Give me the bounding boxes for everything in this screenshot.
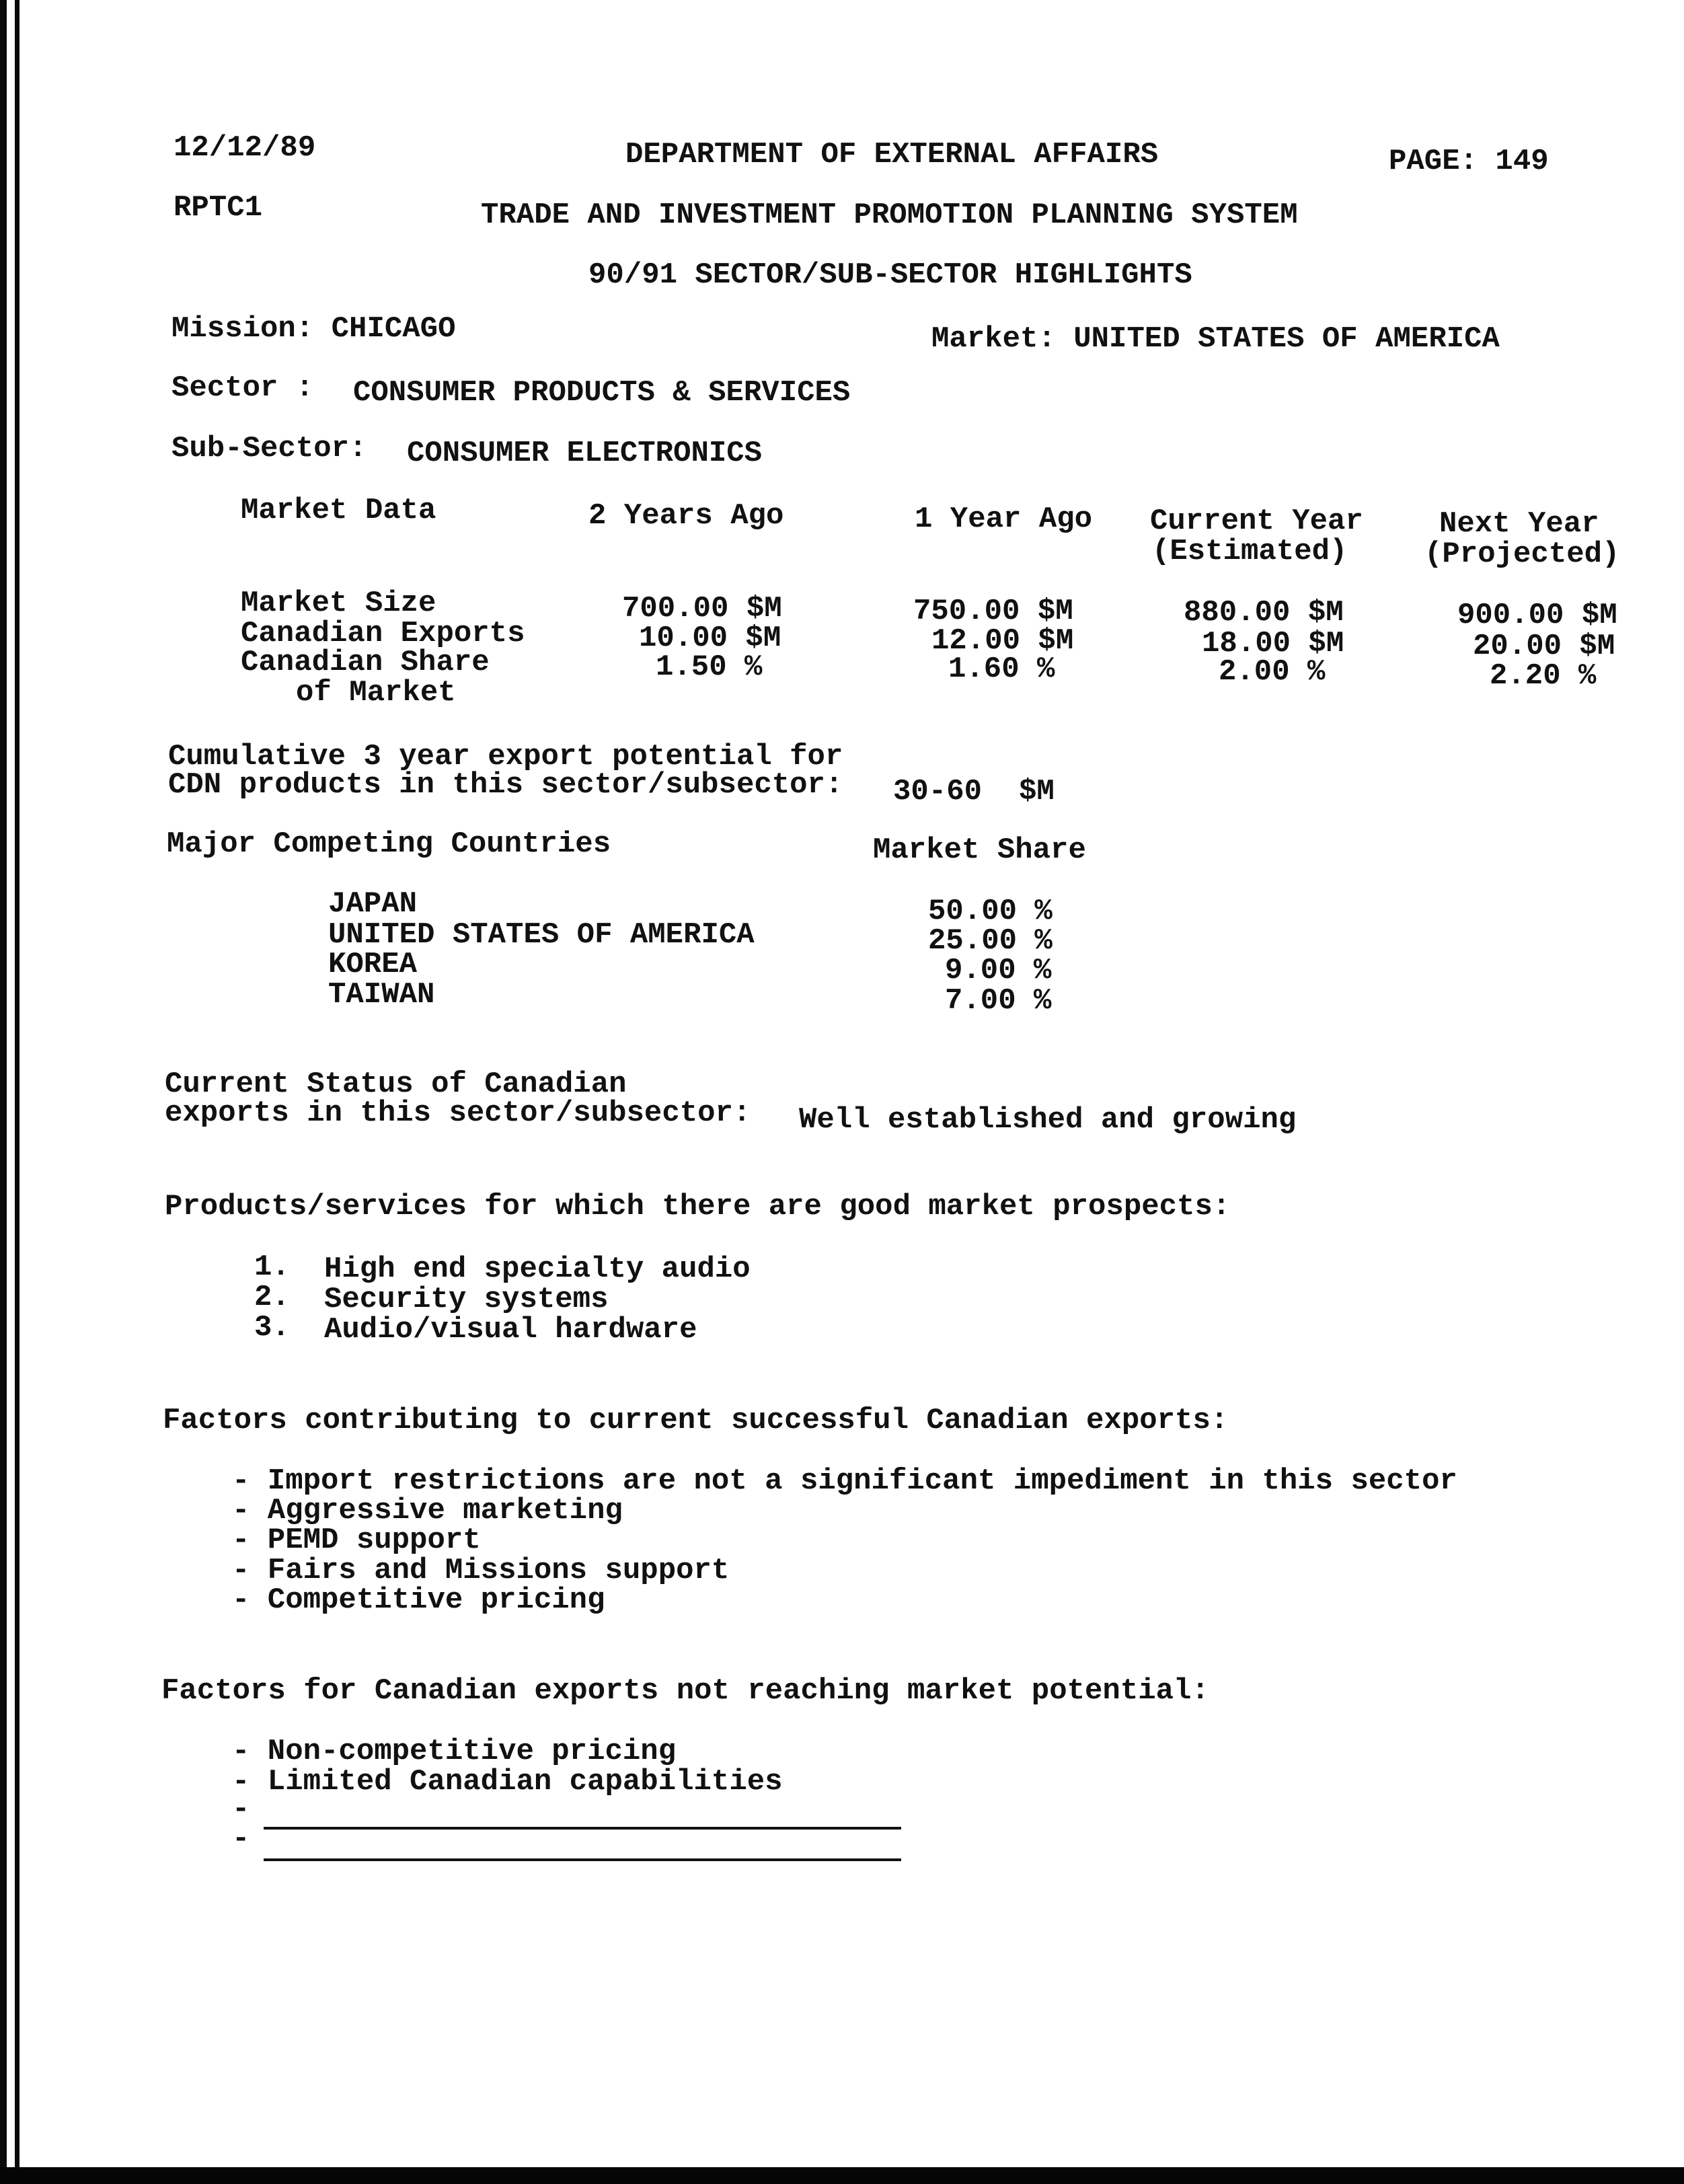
sector-value: CONSUMER PRODUCTS & SERVICES	[353, 376, 851, 410]
prospect-number: 1.	[254, 1250, 290, 1284]
barrier-factors-heading: Factors for Canadian exports not reaching market potential:	[161, 1674, 1209, 1708]
row-label-canadian-share-2: of Market	[296, 676, 456, 710]
competitor-share: 50.00 %	[928, 895, 1052, 928]
competitor-country: JAPAN	[328, 887, 418, 921]
competitor-country: TAIWAN	[328, 978, 435, 1012]
cell-share-2y: 1.50 %	[656, 650, 763, 684]
success-factor-item: - Fairs and Missions support	[232, 1554, 730, 1587]
col-header-2-years-ago: 2 Years Ago	[588, 499, 784, 533]
competitor-country: UNITED STATES OF AMERICA	[328, 918, 755, 952]
barrier-factor-item: - Non-competitive pricing	[232, 1735, 677, 1768]
mission: Mission: CHICAGO	[171, 312, 456, 346]
cumulative-value: 30-60	[893, 775, 983, 808]
sector-label: Sector :	[171, 371, 314, 405]
competitor-share: 7.00 %	[945, 984, 1052, 1018]
success-factor-item: - Import restrictions are not a significant impediment in this sector	[232, 1464, 1457, 1498]
col-header-next-year-sub: (Projected)	[1424, 537, 1620, 571]
cumulative-line-2: CDN products in this sector/subsector:	[168, 768, 843, 802]
col-header-next-year: Next Year	[1439, 507, 1599, 541]
prospect-number: 2.	[254, 1281, 290, 1314]
scan-left-edge	[0, 0, 7, 2184]
market-share-label: Market Share	[873, 833, 1086, 867]
prospect-item: Audio/visual hardware	[324, 1313, 697, 1347]
barrier-factor-item: - Limited Canadian capabilities	[232, 1765, 783, 1799]
prospects-heading: Products/services for which there are good market prospects:	[165, 1190, 1231, 1223]
blank-dash: -	[232, 1822, 250, 1856]
cell-exports-cur: 18.00 $M	[1202, 627, 1344, 661]
competitor-country: KOREA	[328, 948, 418, 981]
cell-share-cur: 2.00 %	[1219, 655, 1326, 689]
status-line-2: exports in this sector/subsector:	[165, 1096, 751, 1130]
prospect-item: Security systems	[324, 1283, 609, 1316]
cell-market-size-cur: 880.00 $M	[1184, 596, 1344, 630]
report-code: RPTC1	[174, 191, 263, 225]
cell-market-size-2y: 700.00 $M	[622, 592, 782, 626]
market-data-header: Market Data	[241, 494, 436, 527]
blank-dash: -	[232, 1793, 250, 1826]
success-factor-item: - Competitive pricing	[232, 1583, 605, 1617]
cell-exports-2y: 10.00 $M	[639, 622, 781, 655]
scan-bottom-edge	[0, 2167, 1684, 2184]
competitor-share: 9.00 %	[945, 954, 1052, 987]
cumulative-line-1: Cumulative 3 year export potential for	[168, 740, 843, 774]
market: Market: UNITED STATES OF AMERICA	[931, 322, 1500, 356]
cell-market-size-1y: 750.00 $M	[913, 595, 1073, 628]
scan-left-edge-inner	[15, 0, 20, 2184]
row-label-canadian-exports: Canadian Exports	[241, 617, 525, 650]
prospect-number: 3.	[254, 1311, 290, 1345]
row-label-canadian-share: Canadian Share	[241, 646, 490, 679]
status-value: Well established and growing	[799, 1103, 1297, 1137]
blank-fill-line	[264, 1827, 901, 1830]
page-number: PAGE: 149	[1389, 145, 1549, 178]
department-title: DEPARTMENT OF EXTERNAL AFFAIRS	[625, 138, 1159, 172]
system-title: TRADE AND INVESTMENT PROMOTION PLANNING SYSTEM	[481, 198, 1298, 232]
subsector-label: Sub-Sector:	[171, 432, 367, 465]
competitor-share: 25.00 %	[928, 924, 1052, 958]
blank-fill-line	[264, 1858, 901, 1861]
subsector-value: CONSUMER ELECTRONICS	[407, 437, 763, 470]
row-label-market-size: Market Size	[241, 587, 436, 620]
col-header-1-year-ago: 1 Year Ago	[915, 502, 1093, 536]
cell-share-1y: 1.60 %	[948, 652, 1055, 686]
success-factor-item: - Aggressive marketing	[232, 1494, 623, 1528]
competitors-label: Major Competing Countries	[167, 827, 611, 861]
cell-exports-next: 20.00 $M	[1473, 630, 1615, 663]
highlights-title: 90/91 SECTOR/SUB-SECTOR HIGHLIGHTS	[588, 258, 1192, 292]
prospect-item: High end specialty audio	[324, 1252, 751, 1286]
cell-market-size-next: 900.00 $M	[1457, 599, 1617, 632]
status-line-1: Current Status of Canadian	[165, 1067, 627, 1101]
report-date: 12/12/89	[174, 131, 316, 165]
success-factors-heading: Factors contributing to current successful Canadian exports:	[163, 1404, 1229, 1437]
cumulative-unit: $M	[1019, 775, 1055, 808]
col-header-current-year: Current Year	[1150, 504, 1363, 538]
cell-share-next: 2.20 %	[1490, 659, 1597, 693]
col-header-current-year-sub: (Estimated)	[1152, 535, 1348, 568]
success-factor-item: - PEMD support	[232, 1523, 481, 1557]
cell-exports-1y: 12.00 $M	[931, 624, 1074, 658]
